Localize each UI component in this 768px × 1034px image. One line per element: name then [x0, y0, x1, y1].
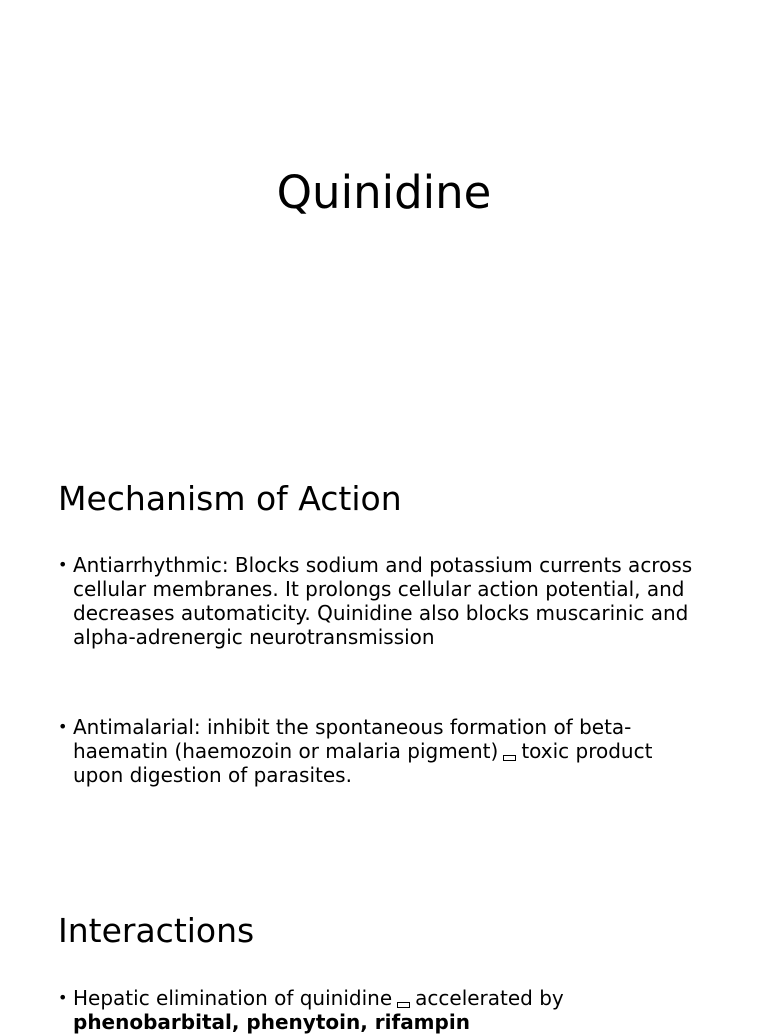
mechanism-bullet-antiarrhythmic: [58, 553, 708, 649]
bullet-text-part: Antimalarial: inhibit the spontaneous formation of beta-haematin (haemozoin or malaria pigment): [73, 715, 632, 763]
arrow-icon: [503, 755, 516, 761]
bullet-text: [73, 986, 708, 1034]
mechanism-heading: Mechanism of Action: [58, 479, 402, 518]
slide-title: Quinidine: [276, 166, 492, 219]
mechanism-bullet-antimalarial: [58, 715, 708, 787]
bullet-text-bold: phenobarbital, phenytoin, rifampin: [73, 1010, 470, 1034]
bullet-text-part: accelerated by: [415, 986, 564, 1010]
bullet-icon: •: [58, 555, 68, 574]
bullet-icon: •: [58, 717, 68, 736]
interactions-heading: Interactions: [58, 911, 255, 950]
bullet-text: [73, 715, 708, 787]
bullet-icon: •: [58, 988, 68, 1007]
bullet-text: Antiarrhythmic: Blocks sodium and potassium currents across cellular membranes. It prolongs cellular action potential, and decreases automaticity. Quinidine also blocks muscarinic and alpha-adrenergic neurotransmission: [73, 553, 693, 649]
bullet-text-part: Hepatic elimination of quinidine: [73, 986, 393, 1010]
interactions-bullet-hepatic: [58, 986, 708, 1034]
bullet-text-part: toxic product upon digestion of parasites.: [73, 739, 653, 787]
arrow-icon: [397, 1002, 410, 1008]
